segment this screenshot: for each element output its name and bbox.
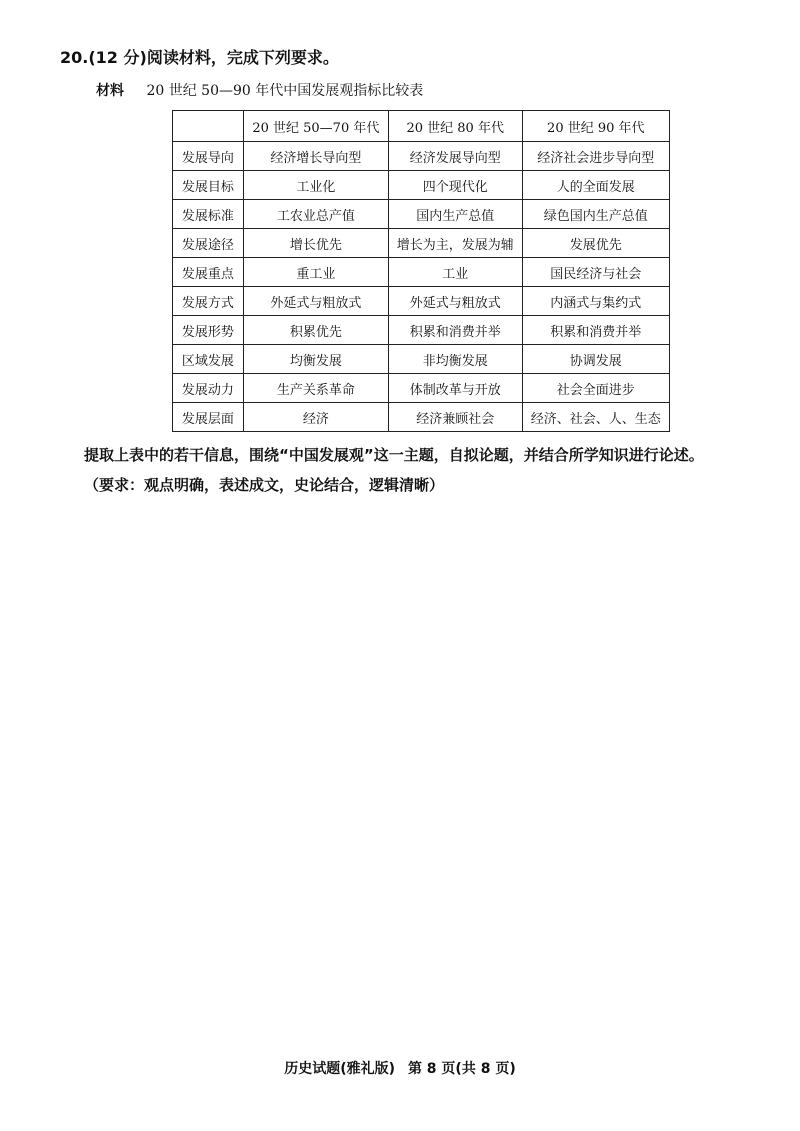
row-label: 发展导向: [173, 142, 244, 171]
table-cell: 工业: [388, 258, 522, 287]
table-cell: 经济、社会、人、生态: [522, 403, 669, 432]
prompt-requirement: （要求：观点明确，表述成文，史论结合，逻辑清晰）: [84, 476, 445, 494]
table-row: [173, 316, 670, 345]
table-row: [173, 200, 670, 229]
header-corner: [173, 111, 244, 142]
table-cell: 经济: [243, 403, 388, 432]
row-label: 发展途径: [173, 229, 244, 258]
row-label: 发展形势: [173, 316, 244, 345]
table-cell: 工农业总产值: [243, 200, 388, 229]
table-cell: 发展优先: [522, 229, 669, 258]
row-label: 区域发展: [173, 345, 244, 374]
table-row: [173, 229, 670, 258]
table-cell: 非均衡发展: [388, 345, 522, 374]
row-label: 发展方式: [173, 287, 244, 316]
table-cell: 内涵式与集约式: [522, 287, 669, 316]
table-cell: 协调发展: [522, 345, 669, 374]
question-prompt: [84, 440, 774, 500]
table-cell: 国民经济与社会: [522, 258, 669, 287]
material-label: 材料: [96, 83, 124, 99]
footer-subject: 历史试题(雅礼版): [284, 1061, 396, 1077]
development-comparison-table: [172, 110, 670, 432]
prompt-text: 提取上表中的若干信息，围绕“中国发展观”这一主题，自拟论题，并结合所学知识进行论述。: [84, 446, 704, 464]
table-row: [173, 374, 670, 403]
table-cell: 积累和消费并举: [388, 316, 522, 345]
row-label: 发展目标: [173, 171, 244, 200]
table-cell: 体制改革与开放: [388, 374, 522, 403]
table-cell: 均衡发展: [243, 345, 388, 374]
row-label: 发展层面: [173, 403, 244, 432]
table-row: [173, 287, 670, 316]
table-cell: 社会全面进步: [522, 374, 669, 403]
table-cell: 重工业: [243, 258, 388, 287]
header-80s: 20 世纪 80 年代: [388, 111, 522, 142]
header-90s: 20 世纪 90 年代: [522, 111, 669, 142]
row-label: 发展动力: [173, 374, 244, 403]
question-points: (12 分): [88, 48, 147, 67]
material-caption: [96, 80, 423, 100]
table-cell: 四个现代化: [388, 171, 522, 200]
table-cell: 工业化: [243, 171, 388, 200]
table-row: [173, 171, 670, 200]
table-row: [173, 142, 670, 171]
table-cell: 积累和消费并举: [522, 316, 669, 345]
table-cell: 积累优先: [243, 316, 388, 345]
table-cell: 人的全面发展: [522, 171, 669, 200]
table-cell: 国内生产总值: [388, 200, 522, 229]
table-cell: 经济社会进步导向型: [522, 142, 669, 171]
question-heading: [60, 45, 339, 68]
table-row: [173, 345, 670, 374]
table-row: [173, 403, 670, 432]
table-title: 20 世纪 50—90 年代中国发展观指标比较表: [146, 83, 424, 99]
table-cell: 外延式与粗放式: [388, 287, 522, 316]
table-cell: 经济增长导向型: [243, 142, 388, 171]
page-footer: [0, 1058, 800, 1078]
row-label: 发展重点: [173, 258, 244, 287]
table-cell: 增长优先: [243, 229, 388, 258]
table-cell: 外延式与粗放式: [243, 287, 388, 316]
table-row: [173, 258, 670, 287]
table-cell: 经济兼顾社会: [388, 403, 522, 432]
table-cell: 经济发展导向型: [388, 142, 522, 171]
row-label: 发展标准: [173, 200, 244, 229]
table-header-row: [173, 111, 670, 142]
footer-page-number: 第 8 页(共 8 页): [407, 1061, 516, 1077]
table-cell: 增长为主，发展为辅: [388, 229, 522, 258]
table-cell: 生产关系革命: [243, 374, 388, 403]
header-50s-70s: 20 世纪 50—70 年代: [243, 111, 388, 142]
question-instruction: 阅读材料，完成下列要求。: [146, 48, 339, 67]
table-cell: 绿色国内生产总值: [522, 200, 669, 229]
question-number: 20.: [60, 48, 89, 67]
